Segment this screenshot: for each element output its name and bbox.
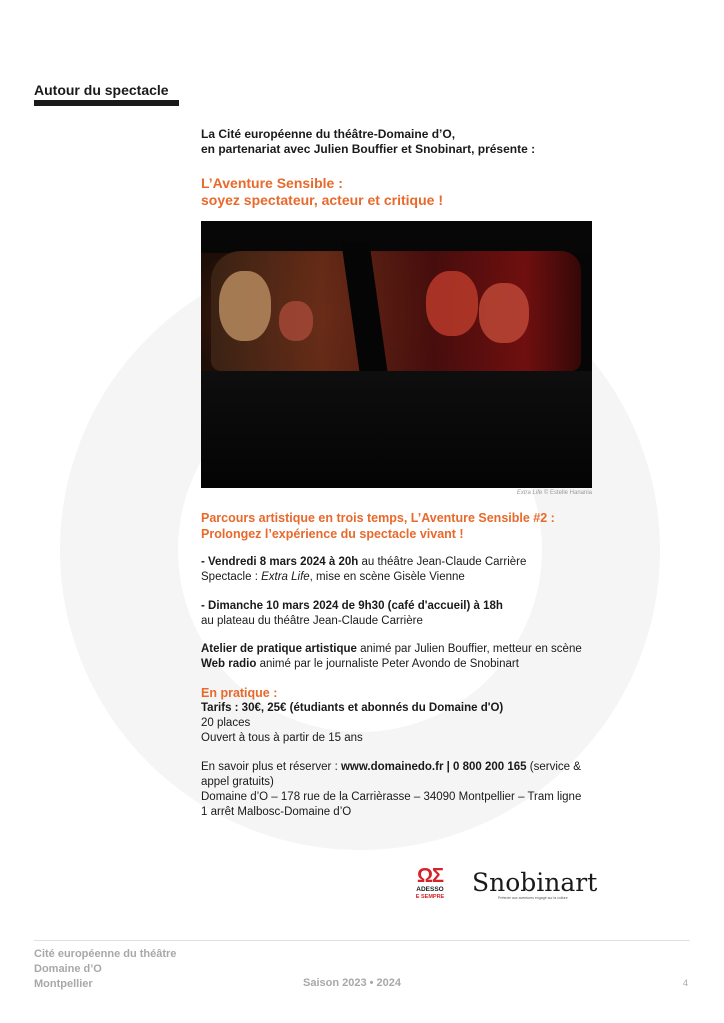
- section-title: Autour du spectacle: [34, 82, 169, 98]
- booking-address: Domaine d’O – 178 rue de la Carrièrasse – 34090 Montpellier – Tram ligne: [201, 791, 582, 803]
- footer-season: Saison 2023 • 2024: [303, 977, 402, 989]
- subheading-line-1: Parcours artistique en trois temps, L’Aventure Sensible #2 :: [201, 511, 555, 525]
- section-underline: [34, 100, 179, 106]
- event-sunday-date: - Dimanche 10 mars 2024 de 9h30 (café d'accueil) à 18h: [201, 600, 503, 612]
- footer-organization: [34, 947, 176, 992]
- adesso-word-1: ADESSO: [416, 886, 444, 893]
- footer-line-1: Cité européenne du théâtre: [34, 948, 177, 960]
- activity-radio-title: Web radio: [201, 658, 257, 670]
- practical-age: Ouvert à tous à partir de 15 ans: [201, 732, 363, 744]
- booking-suffix: (service &: [526, 761, 581, 773]
- booking-contact-link[interactable]: www.domainedo.fr | 0 800 200 165: [340, 761, 527, 773]
- practical-info: [201, 686, 601, 746]
- headline: [201, 175, 621, 209]
- activity-workshop-title: Atelier de pratique artistique: [201, 643, 357, 655]
- event-friday-show-prefix: Spectacle :: [201, 571, 262, 583]
- practical-places: 20 places: [201, 717, 251, 729]
- practical-heading: En pratique :: [201, 686, 278, 700]
- footer-line-3: Montpellier: [34, 978, 93, 990]
- activities: [201, 642, 601, 672]
- headline-line-2: soyez spectateur, acteur et critique !: [201, 192, 443, 208]
- event-friday: [201, 555, 601, 585]
- booking-tram: 1 arrêt Malbosc-Domaine d’O: [201, 806, 352, 818]
- practical-prices: Tarifs : 30€, 25€ (étudiants et abonnés du Domaine d'O): [201, 702, 504, 714]
- intro-line-2: en partenariat avec Julien Bouffier et Snobinart, présente :: [201, 142, 536, 156]
- photo-caption-title: Extra Life: [516, 490, 543, 496]
- footer-divider: [34, 940, 690, 941]
- footer-line-2: Domaine d’O: [34, 963, 102, 975]
- intro-text: [201, 127, 621, 157]
- activity-workshop-desc: animé par Julien Bouffier, metteur en scène: [356, 643, 582, 655]
- photo-caption-credit: © Estelle Hanania: [542, 490, 592, 496]
- show-photo: [201, 221, 592, 488]
- snobinart-tagline: Prétexte aux aventures engagé sur la culture: [498, 896, 568, 900]
- event-friday-show-title: Extra Life: [261, 571, 310, 583]
- subheading-line-2: Prolongez l’expérience du spectacle vivant !: [201, 527, 464, 541]
- page-number: 4: [683, 978, 689, 988]
- event-sunday-venue: au plateau du théâtre Jean-Claude Carrière: [201, 615, 423, 627]
- event-friday-show-director: , mise en scène Gisèle Vienne: [309, 571, 465, 583]
- booking-line-2: appel gratuits): [201, 776, 274, 788]
- photo-caption: [201, 490, 592, 496]
- activity-radio-desc: animé par le journaliste Peter Avondo de Snobinart: [256, 658, 519, 670]
- headline-line-1: L’Aventure Sensible :: [201, 175, 343, 191]
- subheading: [201, 510, 621, 542]
- event-sunday: [201, 599, 601, 629]
- event-friday-venue: au théâtre Jean-Claude Carrière: [358, 556, 527, 568]
- booking-prefix: En savoir plus et réserver :: [201, 761, 341, 773]
- event-friday-date: - Vendredi 8 mars 2024 à 20h: [201, 556, 359, 568]
- intro-line-1: La Cité européenne du théâtre-Domaine d’O,: [201, 127, 456, 141]
- adesso-word-2: E SEMPRE: [415, 894, 445, 900]
- adesso-logo: [410, 866, 450, 901]
- snobinart-logo: Snobinart: [472, 868, 598, 897]
- adesso-mark-icon: ΩΣ: [416, 865, 444, 887]
- booking-info: [201, 760, 601, 820]
